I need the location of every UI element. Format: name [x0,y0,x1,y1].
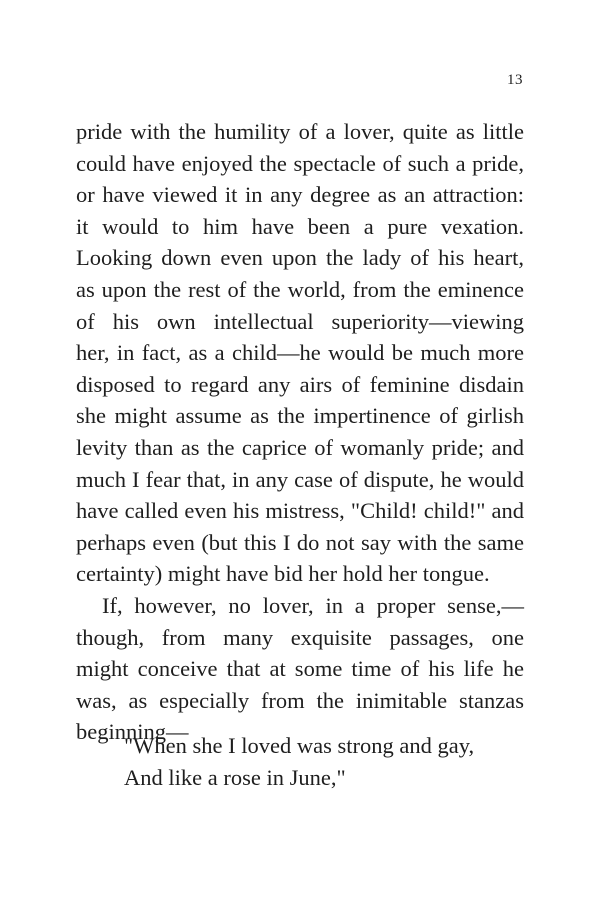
text-line: she might assume as the impertinence of girlish [76,403,524,429]
text-line: or have viewed it in any degree as an attraction: [76,182,524,208]
text-line: was, as especially from the inimitable stanzas [76,687,524,713]
text-line: it would to him have been a pure vexation. [76,213,524,239]
verse-line: And like a rose in June," [124,765,346,790]
text-line: her, in fact, as a child—he would be much more [76,340,524,366]
text-line: though, from many exquisite passages, one [76,624,524,650]
text-line: much I fear that, in any case of dispute, he would [76,466,524,492]
text-line: Looking down even upon the lady of his heart, [76,245,524,271]
text-line: beginning— [76,719,189,745]
text-line: could have enjoyed the spectacle of such a pride, [76,150,524,176]
text-line: of his own intellectual superiority—viewing [76,308,524,334]
verse-quote [124,730,524,794]
paragraph-start-line: If, however, no lover, in a proper sense,— [102,592,524,618]
verse-line: "When she I loved was strong and gay, [124,733,475,758]
body-text [76,116,524,748]
text-line: as upon the rest of the world, from the eminence [76,276,524,302]
text-line: perhaps even (but this I do not say with the same [76,529,524,555]
text-line: have called even his mistress, "Child! child!" and [76,498,524,524]
paragraph-end-line: certainty) might have bid her hold her tongue. [76,561,490,587]
text-line: might conceive that at some time of his life he [76,656,524,682]
text-line: levity than as the caprice of womanly pride; and [76,434,524,460]
text-line: disposed to regard any airs of feminine disdain [76,371,524,397]
page-number: 13 [507,72,523,88]
text-line: pride with the humility of a lover, quite as little [76,119,524,144]
